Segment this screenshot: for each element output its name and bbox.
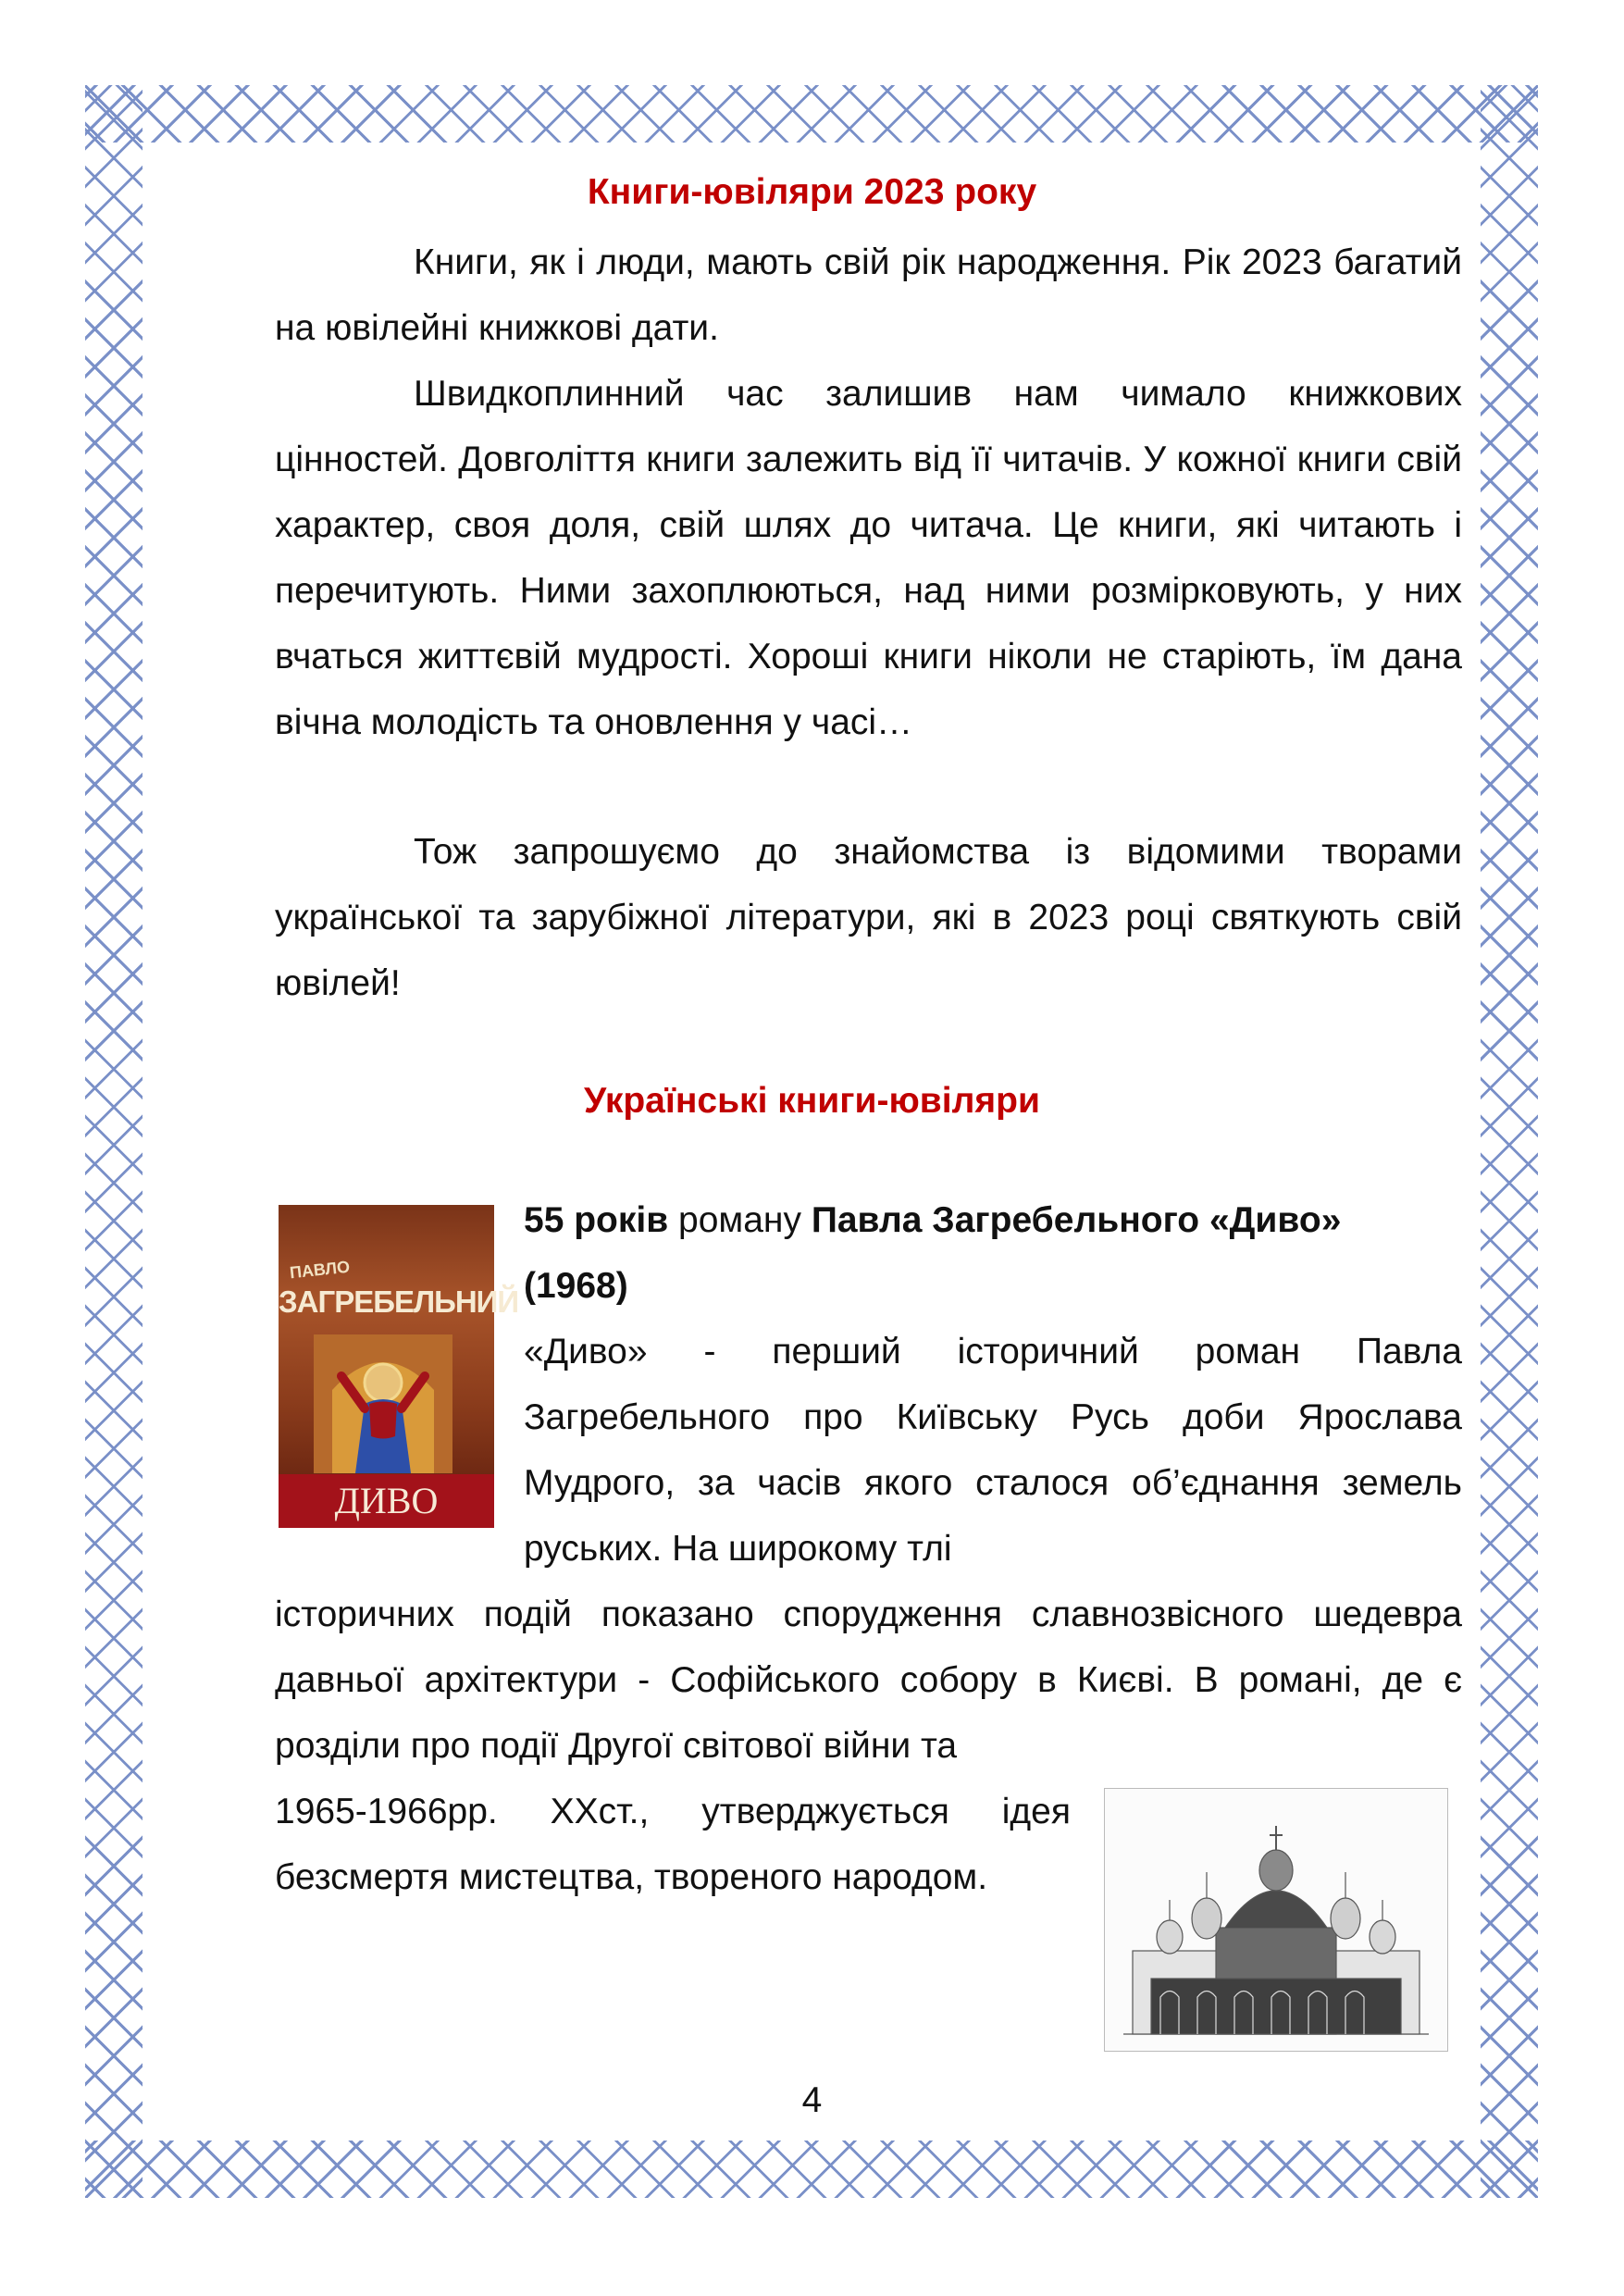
book-anniversary: 55 років xyxy=(524,1200,669,1240)
page-title: Книги-ювіляри 2023 року xyxy=(587,172,1037,212)
page-number: 4 xyxy=(801,2080,823,2120)
book-year: (1968) xyxy=(524,1266,628,1306)
book-mid: роману xyxy=(678,1200,801,1240)
cathedral-drawing xyxy=(1104,1788,1448,2052)
cover-title: ДИВО xyxy=(279,1474,494,1528)
icon-figure-illustration xyxy=(314,1334,452,1473)
intro-paragraph-3: Тож запрошуємо до знайомства із відомими творами української та зарубіжної літератури, які в 2023 році святкують свій ювілей! xyxy=(275,832,1462,1003)
border-right xyxy=(1481,85,1538,2198)
book-description-part-1: «Диво» - перший історичний роман Павла Загребельного про Київську Русь доби Ярослава Мудрого, за часів якого сталося об’єднання земель руських. На широкому тлі xyxy=(524,1332,1462,1569)
book-heading xyxy=(524,1187,1462,1319)
book-author-title: Павла Загребельного «Диво» xyxy=(811,1200,1342,1240)
intro-paragraph-1: Книги, як і люди, мають свій рік народження. Рік 2023 багатий на ювілейні книжкові дати. xyxy=(275,242,1462,348)
cover-author-first: ПАВЛО xyxy=(289,1257,351,1283)
border-left xyxy=(85,85,143,2198)
cover-author-last: ЗАГРЕБЕЛЬНИЙ xyxy=(279,1285,519,1319)
intro-paragraph-2: Швидкоплинний час залишив нам чимало книжкових цінностей. Довголіття книги залежить від її читачів. У кожної книги свій характер, своя доля, свій шлях до читача. Це книги, які читають і перечитують. Ними захоплюються, над ними розмірковують, у них вчаться життєвій мудрості. Хороші книги ніколи не старіють, їм дана вічна молодість та оновлення у часі… xyxy=(275,374,1462,742)
book-description-part-3: 1965-1966рр. ХХст., утверджується ідея безсмертя мистецтва, твореного народом. xyxy=(275,1792,1071,1897)
border-top xyxy=(85,85,1538,143)
border-bottom xyxy=(85,2141,1538,2198)
book-description-part-2: історичних подій показано спорудження славнозвісного шедевра давньої архітектури - Софійського собору в Києві. В романі, де є розділи про події Другої світової війни та xyxy=(275,1595,1462,1766)
section-heading: Українські книги-ювіляри xyxy=(584,1081,1040,1121)
book-cover-image xyxy=(279,1205,519,1528)
